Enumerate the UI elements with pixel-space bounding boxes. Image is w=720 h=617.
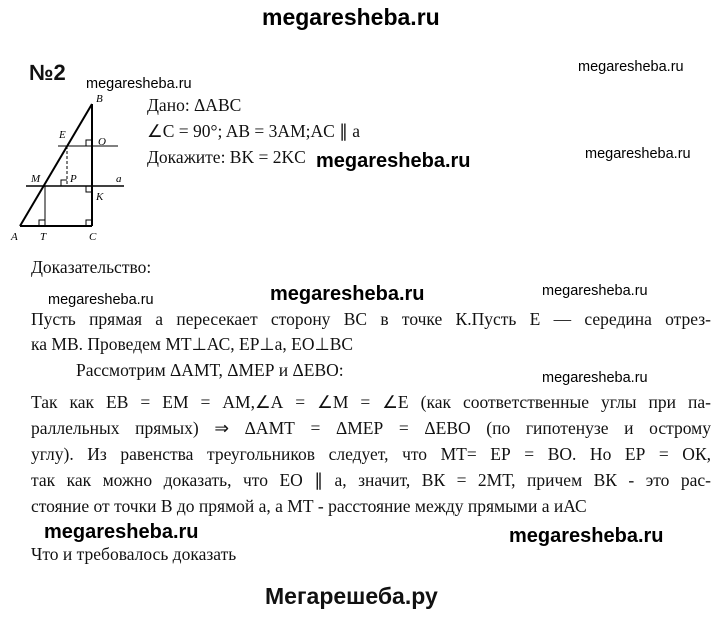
given-line-3: Докажите: BK = 2KC <box>147 147 306 167</box>
watermark-small: megaresheba.ru <box>578 59 684 75</box>
label-t: T <box>40 231 47 243</box>
header-watermark: megaresheba.ru <box>262 4 440 30</box>
proof-line-8: стояние от точки В до прямой а, а МТ - расстояние между прямыми а иАС <box>31 496 587 516</box>
watermark-small: megaresheba.ru <box>585 146 691 162</box>
given-line-2: ∠C = 90°; AB = 3AM;AC ∥ a <box>147 121 361 141</box>
proof-line-6: углу). Из равенства треугольников следует, что МТ= ЕР = ВО. Но ЕР = ОК, <box>31 444 711 464</box>
right-angle-p <box>61 180 67 186</box>
watermark-small: megaresheba.ru <box>542 370 648 386</box>
label-p: P <box>70 173 77 185</box>
watermark-bold: megaresheba.ru <box>509 525 664 547</box>
label-a: A <box>11 231 18 243</box>
problem-number: №2 <box>29 60 66 85</box>
proof-line-1: Пусть прямая а пересекает сторону ВС в точке К.Пусть Е — середина отрез- <box>31 309 711 329</box>
label-b: B <box>96 93 103 105</box>
watermark-small: megaresheba.ru <box>86 76 192 92</box>
label-c: C <box>89 231 97 243</box>
watermark-small: megaresheba.ru <box>48 292 154 308</box>
label-a-line: a <box>116 173 122 185</box>
side-ab <box>20 104 92 226</box>
label-m: M <box>31 173 41 185</box>
proof-line-2: ка МВ. Проведем МТ⊥АС, ЕР⊥а, ЕО⊥ВС <box>31 334 354 354</box>
proof-line-4: Так как ЕВ = ЕМ = АМ,∠А = ∠М = ∠Е (как соответственные углы при па- <box>31 392 711 412</box>
watermark-small: megaresheba.ru <box>542 283 648 299</box>
proof-line-5: раллельных прямых) ⇒ ΔАМТ = ΔМЕР = ΔЕВО (по гипотенузе и острому <box>31 418 711 438</box>
watermark-bold: megaresheba.ru <box>44 521 199 543</box>
proof-heading: Доказательство: <box>31 257 152 277</box>
proof-conclusion: Что и требовалось доказать <box>31 544 237 564</box>
label-k: K <box>96 191 104 203</box>
footer-watermark: Мегарешеба.ру <box>265 583 438 609</box>
proof-line-7: так как можно доказать, что ЕО ∥ а, значит, ВК = 2МТ, причем ВК - это рас- <box>31 470 711 490</box>
watermark-bold: megaresheba.ru <box>316 150 471 172</box>
given-line-1: Дано: ΔАВС <box>147 95 242 115</box>
proof-line-3: Рассмотрим ΔАМТ, ΔМЕР и ΔЕВО: <box>76 360 344 380</box>
triangle-figure <box>0 90 140 250</box>
label-o: O <box>98 136 106 148</box>
watermark-bold: megaresheba.ru <box>270 283 425 305</box>
label-e: E <box>59 129 66 141</box>
